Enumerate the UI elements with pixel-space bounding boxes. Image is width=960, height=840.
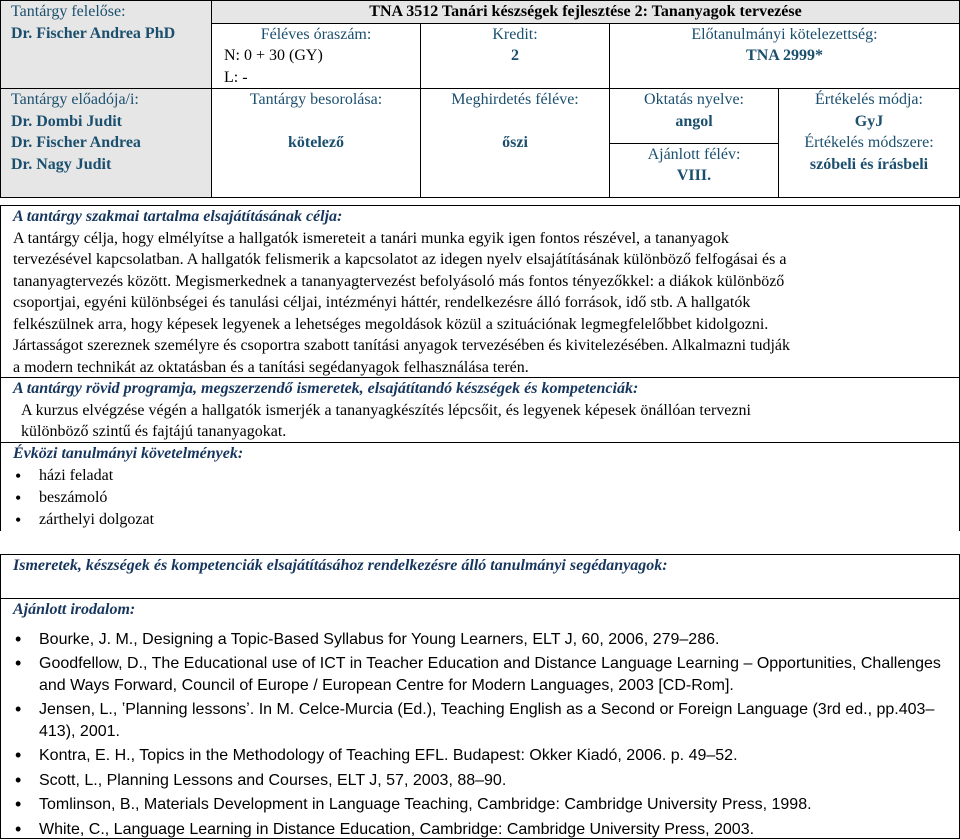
requirements-section: [0, 442, 960, 531]
language-cell: [610, 89, 779, 144]
prereq-cell: [610, 23, 960, 89]
aim-line: csoportjai, egyéni különbségei és tanulási céljai, intézményi háttér, rendelkezésre álló források, idő stb. A hallgatók: [1, 292, 959, 314]
aim-line: a modern technikát az oktatásban és a tanítási segédanyagok felhasználása terén.: [1, 357, 959, 379]
program-heading: A tantárgy rövid programja, megszerzendő ismeretek, elsajátítandó készségek és kompetenciák:: [1, 378, 959, 400]
classification-value: kötelező: [216, 132, 416, 154]
program-section: [0, 377, 960, 443]
lecturer-3: Dr. Nagy Judit: [11, 154, 207, 176]
language-label: Oktatás nyelve:: [614, 89, 774, 111]
responsible-cell: [1, 1, 212, 89]
aim-line: tananyagtervezés között. Megismerkednek a tananyagtervezést befolyásoló más fontos tényezőkkel: a diákok különböző: [1, 271, 959, 293]
list-item: • Bourke, J. M., Designing a Topic-Based Syllabus for Young Learners, ELT J, 60, 2006, 279–286.: [1, 629, 959, 651]
requirements-list: [1, 465, 959, 531]
semester-cell: [421, 89, 610, 198]
classification-label: Tantárgy besorolása:: [216, 89, 416, 111]
lecturer-1: Dr. Dombi Judit: [11, 111, 207, 133]
list-item: • zárthelyi dolgozat: [1, 509, 959, 531]
program-line: különböző szintű és fajtájú tananyagokat.: [1, 421, 959, 443]
course-header-table: [0, 0, 960, 198]
eval-method-label: Értékelés módszere:: [783, 132, 955, 154]
list-item: • Scott, L., Planning Lessons and Courses, ELT J, 57, 2003, 88–90.: [1, 770, 959, 792]
hours-l: L: -: [216, 67, 416, 89]
list-item: • Goodfellow, D., The Educational use of ICT in Teacher Education and Distance Language Learning – Opportunities, Challenges and Ways Forward, Council of Europe / European Centre for Modern Languages, 2003 [CD-Rom].: [1, 653, 959, 696]
hours-n: N: 0 + 30 (GY): [216, 45, 416, 67]
responsible-label: Tantárgy felelőse:: [11, 1, 207, 23]
eval-mode-label: Értékelés módja:: [783, 89, 955, 111]
hours-cell: [212, 23, 421, 89]
responsible-name: Dr. Fischer Andrea PhD: [11, 23, 207, 45]
literature-heading: Ajánlott irodalom:: [1, 599, 959, 621]
language-value: angol: [614, 111, 774, 133]
course-title: TNA 3512 Tanári készségek fejlesztése 2: Tananyagok tervezése: [212, 1, 960, 24]
credit-value: 2: [425, 45, 605, 67]
recommended-cell: [610, 143, 779, 198]
aim-line: felkészülnek arra, hogy képesek legyenek a lehetséges megoldások közül a szituációnak legmegfelelőbbet kidolgozni.: [1, 314, 959, 336]
evaluation-cell: [779, 89, 960, 198]
aim-line: Jártasságot szereznek személyre és csoportra szabott tanítási anyagok tervezésében és kivitelezésében. Alkalmazni tudják: [1, 335, 959, 357]
semester-value: őszi: [425, 132, 605, 154]
list-item: • White, C., Language Learning in Distance Education, Cambridge: Cambridge University Press, 2003.: [1, 819, 959, 840]
credit-label: Kredit:: [425, 24, 605, 46]
list-item: • Kontra, E. H., Topics in the Methodology of Teaching EFL. Budapest: Okker Kiadó, 2006. p. 49–52.: [1, 745, 959, 767]
recommended-value: VIII.: [614, 165, 774, 187]
aim-heading: A tantárgy szakmai tartalma elsajátításának célja:: [1, 206, 959, 228]
credit-cell: [421, 23, 610, 89]
aids-section: [0, 554, 960, 598]
prereq-label: Előtanulmányi kötelezettség:: [614, 24, 955, 46]
prereq-value: TNA 2999*: [614, 45, 955, 67]
eval-method-value: szóbeli és írásbeli: [783, 154, 955, 176]
literature-section: [0, 598, 960, 839]
list-item: • házi feladat: [1, 465, 959, 487]
lecturer-label: Tantárgy előadója/i:: [11, 89, 207, 111]
list-item: • Tomlinson, B., Materials Development in Language Teaching, Cambridge: Cambridge University Press, 1998.: [1, 794, 959, 816]
aim-line: tervezésével kapcsolatban. A hallgatók felismerik a kapcsolatot az idegen nyelv elsajátításának különböző felfogásai és a: [1, 249, 959, 271]
program-line: A kurzus elvégzése végén a hallgatók ismerjék a tananyagkészítés lépcsőit, és legyenek képesek önállóan tervezni: [1, 400, 959, 422]
eval-mode-value: GyJ: [783, 111, 955, 133]
hours-label: Féléves óraszám:: [216, 24, 416, 46]
aim-line: A tantárgy célja, hogy elmélyítse a hallgatók ismereteit a tanári munka egyik igen fontos részével, a tananyagok: [1, 228, 959, 250]
lecturer-2: Dr. Fischer Andrea: [11, 132, 207, 154]
semester-label: Meghirdetés féléve:: [425, 89, 605, 111]
aids-heading: Ismeretek, készségek és kompetenciák elsajátításához rendelkezésre álló tanulmányi segédanyagok:: [1, 555, 959, 577]
classification-cell: [212, 89, 421, 198]
list-item: • Jensen, L., ʽPlanning lessonsʼ. In M. Celce-Murcia (Ed.), Teaching English as a Second or Foreign Language (3rd ed., pp.403–413), 2001.: [1, 699, 959, 742]
literature-list: [1, 621, 959, 840]
recommended-label: Ajánlott félév:: [614, 144, 774, 166]
requirements-heading: Évközi tanulmányi követelmények:: [1, 443, 959, 465]
aim-section: [0, 205, 960, 378]
list-item: • beszámoló: [1, 487, 959, 509]
lecturer-cell: [1, 89, 212, 198]
